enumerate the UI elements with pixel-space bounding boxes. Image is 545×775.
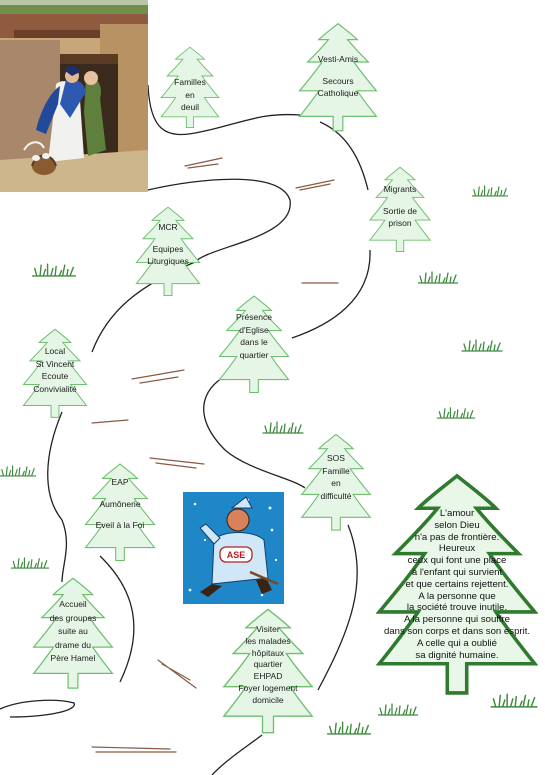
text-line: hôpitaux: [251, 647, 285, 658]
text-line: Ecoute: [41, 371, 69, 381]
text-line: [362, 196, 438, 205]
label-mcr: [136, 221, 200, 268]
text-line: drame du: [55, 639, 91, 650]
text-line: [82, 489, 158, 498]
text-line: dans le: [240, 337, 268, 347]
text-line: Equipes: [152, 243, 184, 254]
quote-line: A la personne que: [418, 590, 496, 602]
quote-line: Heureux: [438, 543, 476, 555]
text-line: [136, 234, 200, 243]
text-line: Présence: [236, 312, 272, 322]
text-line: deuil: [181, 102, 199, 112]
quote-line: A la personne qui souffre: [404, 614, 510, 626]
quote-line: selon Dieu: [434, 519, 480, 531]
quote-line: sa dignité humaine.: [415, 649, 499, 661]
quote-line: la société trouve inutile.: [406, 602, 508, 614]
text-line: prison: [388, 218, 412, 228]
text-line: Visiter: [256, 624, 280, 634]
text-line: Familles: [174, 77, 206, 87]
text-line: Migrants: [383, 184, 417, 194]
quote-line: à l'enfant qui survient: [411, 566, 503, 578]
text-line: Père Hamel: [50, 653, 96, 663]
label-vesti: [294, 53, 382, 100]
text-line: SOS: [327, 453, 345, 463]
text-line: des groupes: [49, 612, 97, 623]
text-line: quartier: [239, 349, 269, 360]
text-line: Convivialité: [33, 383, 77, 394]
text-line: en: [185, 89, 195, 100]
text-line: EHPAD: [253, 671, 283, 682]
text-line: les malades: [245, 635, 291, 646]
text-line: [82, 510, 158, 519]
painting-visitation: [0, 0, 148, 192]
text-line: Local: [44, 346, 66, 356]
quote-line: et que certains rejettent.: [405, 578, 509, 590]
label-migrants: [362, 183, 438, 230]
text-line: domicile: [252, 694, 284, 705]
text-line: [294, 66, 382, 75]
quote-line: n'a pas de frontière.: [414, 531, 500, 543]
text-line: Aumônerie: [99, 498, 141, 509]
saint-vincent-figure: [183, 492, 284, 604]
text-line: EAP: [111, 477, 129, 487]
text-line: quartier: [253, 659, 283, 670]
label-familles: [162, 76, 218, 114]
label-visiter: [222, 624, 314, 707]
label-presence: [220, 311, 288, 361]
label-local: [18, 345, 92, 395]
text-line: Catholique: [317, 88, 359, 98]
text-line: Sortie de: [382, 205, 418, 216]
label-eap: [82, 476, 158, 532]
text-line: suite au: [58, 626, 88, 636]
text-line: St Vincent: [35, 358, 75, 369]
text-line: difficulté: [320, 490, 352, 501]
text-line: Secours: [322, 75, 354, 86]
text-line: en: [331, 478, 341, 488]
text-line: Foyer logement: [238, 682, 298, 693]
label-sos: [302, 452, 370, 502]
text-line: Eveil à la Foi: [95, 520, 145, 530]
badge-text: ASE: [226, 550, 246, 560]
text-line: Famille: [322, 465, 350, 476]
label-accueil: [33, 598, 113, 666]
text-line: Vesti-Amis: [317, 54, 359, 64]
quote-line: dans son corps et dans son esprit.: [383, 625, 531, 637]
text-line: d'Eglise: [239, 324, 269, 335]
text-line: Liturgiques: [147, 256, 189, 266]
quote-line: ceux qui font une place: [407, 555, 507, 567]
quote-line: L'amour: [439, 508, 475, 519]
quote-text: [376, 508, 538, 661]
quote-line: A celle qui a oublié: [416, 637, 497, 649]
text-line: MCR: [158, 222, 178, 232]
text-line: Accueil: [59, 599, 87, 609]
